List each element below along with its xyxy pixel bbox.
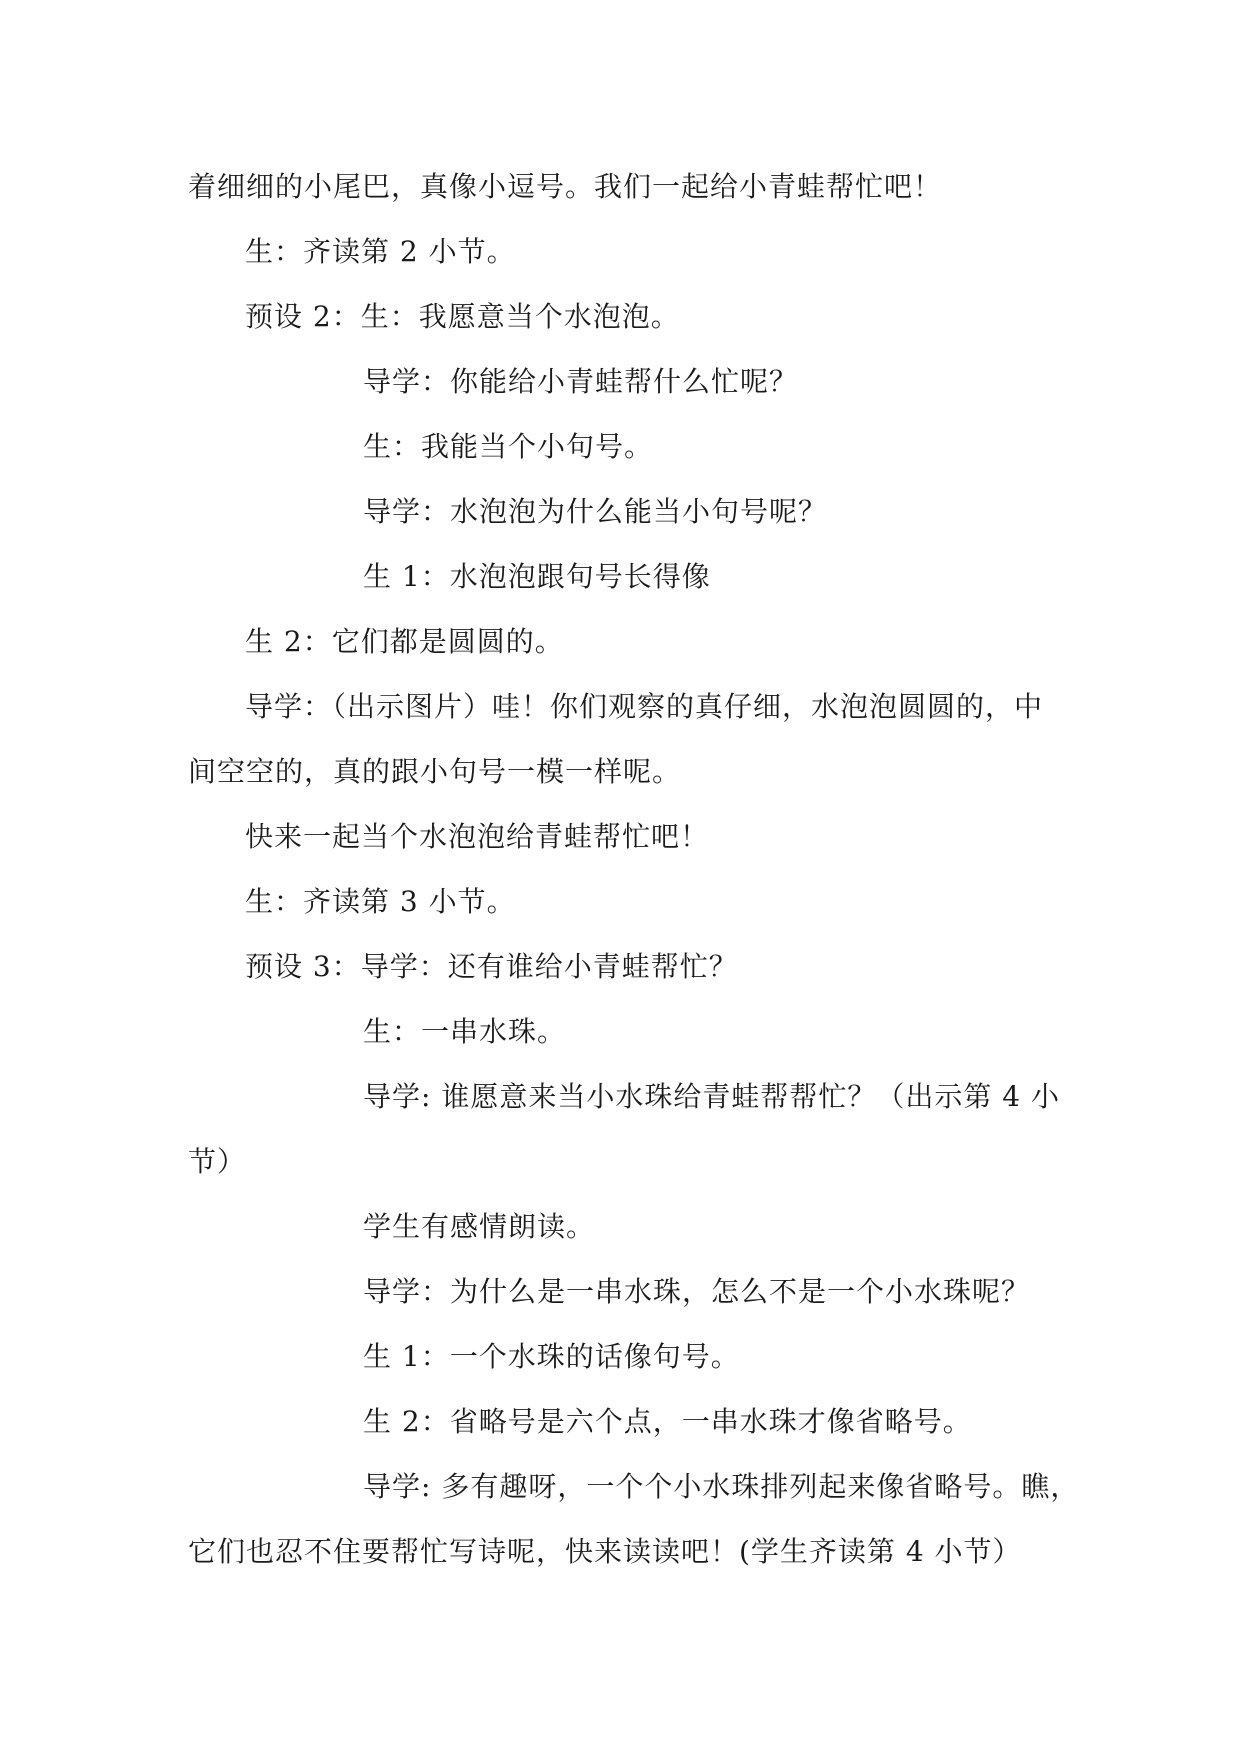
text-line: 生：一串水珠。 <box>363 1015 567 1048</box>
text-line: 节） <box>188 1145 247 1178</box>
text-line: 导学：水泡泡为什么能当小句号呢？ <box>363 495 828 528</box>
text-line: 生：齐读第 2 小节。 <box>245 235 516 268</box>
text-line: 快来一起当个水泡泡给青蛙帮忙吧！ <box>245 820 710 853</box>
text-line: 预设 3：导学：还有谁给小青蛙帮忙？ <box>245 950 738 983</box>
text-line: 生 2：省略号是六个点，一串水珠才像省略号。 <box>363 1405 972 1438</box>
text-line: 导学: 谁愿意来当小水珠给青蛙帮帮忙？（出示第 4 小 <box>363 1080 1060 1113</box>
text-line: 生 1：一个水珠的话像句号。 <box>363 1340 740 1373</box>
text-line: 导学：你能给小青蛙帮什么忙呢？ <box>363 365 799 398</box>
text-line: 间空空的，真的跟小句号一模一样呢。 <box>188 755 682 788</box>
text-line: 生：我能当个小句号。 <box>363 430 654 463</box>
text-line: 导学：（出示图片）哇！你们观察的真仔细，水泡泡圆圆的，中 <box>245 690 1044 723</box>
text-line: 生 1：水泡泡跟句号长得像 <box>363 560 711 593</box>
document-body <box>188 154 1080 1584</box>
text-line: 生 2：它们都是圆圆的。 <box>245 625 564 658</box>
text-line: 导学：为什么是一串水珠，怎么不是一个小水珠呢？ <box>363 1275 1031 1308</box>
text-line: 预设 2：生：我愿意当个水泡泡。 <box>245 300 680 333</box>
text-line: 它们也忍不住要帮忙写诗呢，快来读读吧！(学生齐读第 4 小节） <box>188 1535 1022 1568</box>
text-line: 生：齐读第 3 小节。 <box>245 885 516 918</box>
text-line: 着细细的小尾巴，真像小逗号。我们一起给小青蛙帮忙吧！ <box>188 170 943 203</box>
text-line: 导学: 多有趣呀，一个个小水珠排列起来像省略号。瞧， <box>363 1470 1080 1503</box>
text-line: 学生有感情朗读。 <box>363 1210 596 1243</box>
